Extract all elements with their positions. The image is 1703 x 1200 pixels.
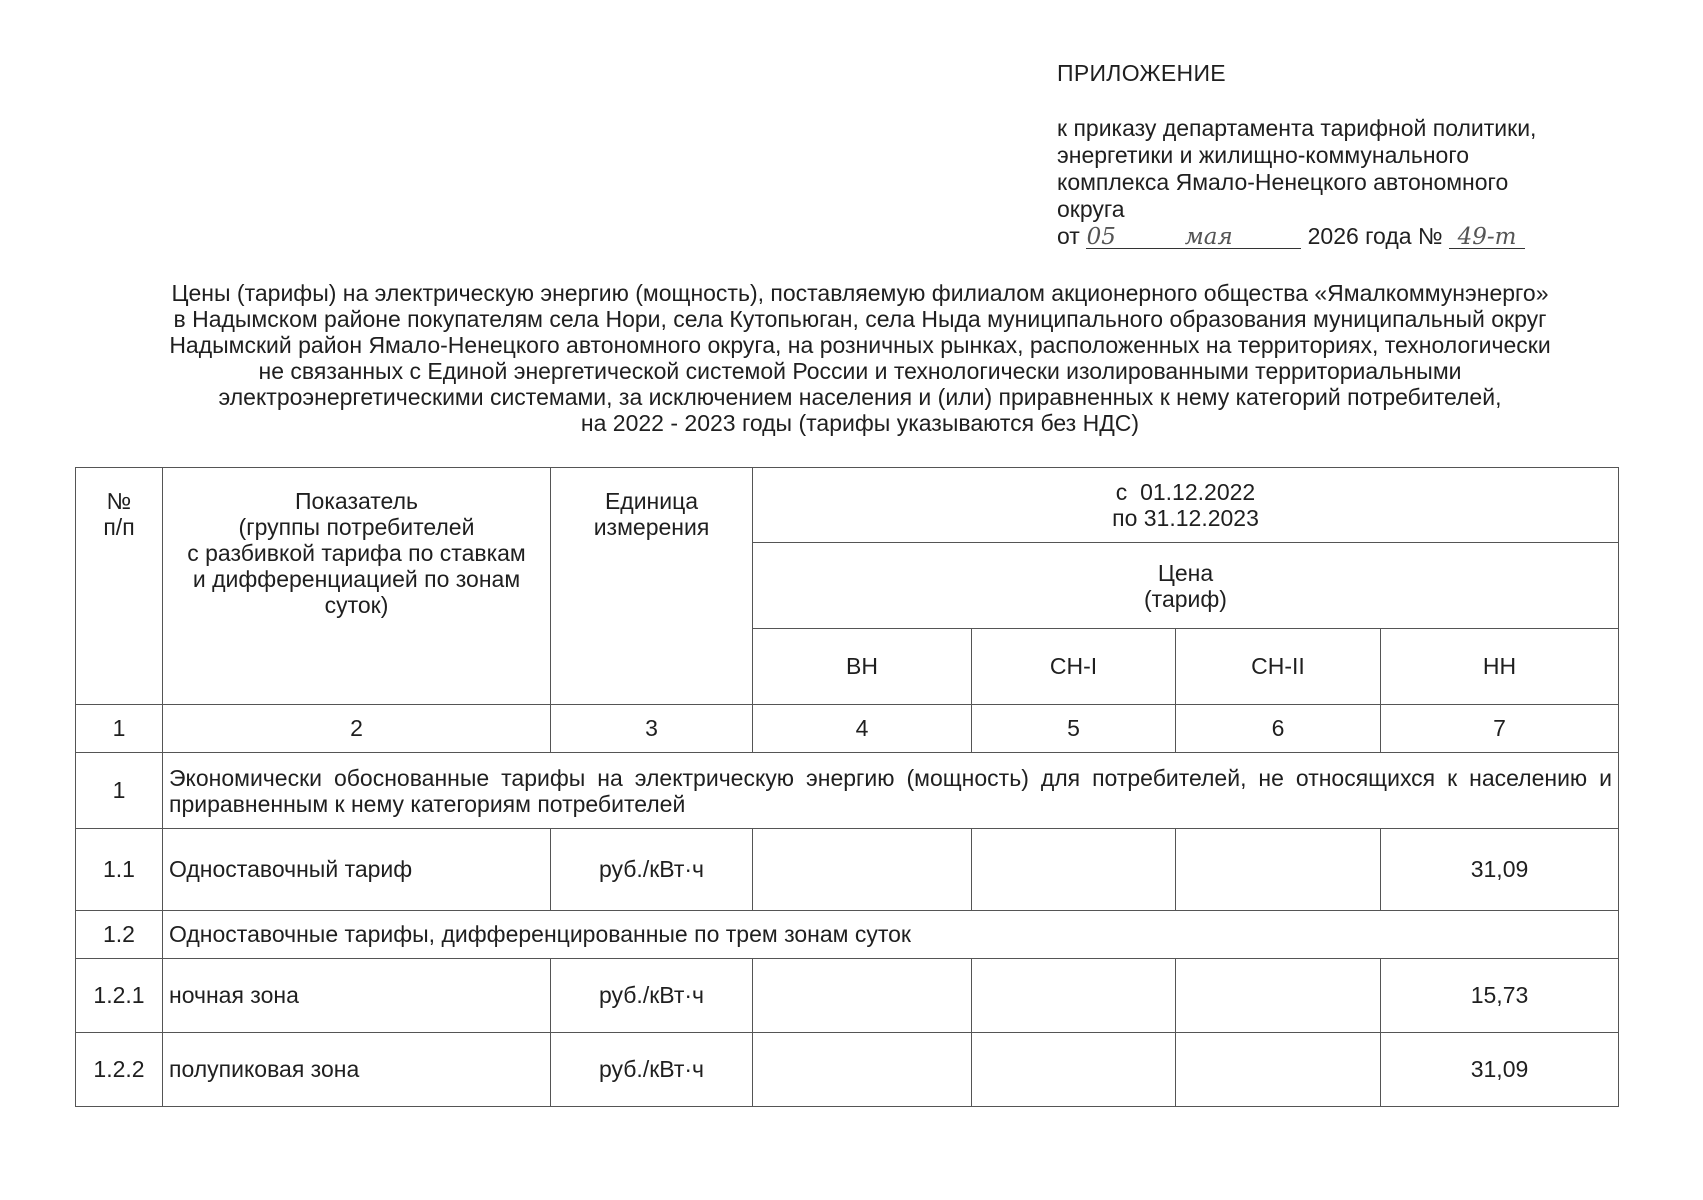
row-number: 1 [76,753,163,829]
title-line: не связанных с Единой энергетической системой России и технологически изолированными территориальными [258,358,1462,384]
appendix-title: ПРИЛОЖЕНИЕ [1057,60,1226,86]
cell-sn2 [1176,959,1381,1033]
appendix-line: к приказу департамента тарифной политики, [1057,115,1537,141]
appendix-line: округа [1057,196,1125,222]
table-row [76,829,1619,911]
column-number: 4 [753,705,972,753]
column-number: 5 [972,705,1176,753]
column-number: 1 [76,705,163,753]
column-number: 6 [1176,705,1381,753]
order-month-handwritten: мая [1116,226,1301,249]
title-line: Надымский район Ямало-Ненецкого автономного округа, на розничных рынках, расположенных на территориях, технологически [169,332,1551,358]
order-year-text: 2026 года № [1307,223,1443,249]
row-name: полупиковая зона [163,1033,551,1107]
title-line: Цены (тарифы) на электрическую энергию (мощность), поставляемую филиалом акционерного общества «Ямалкоммунэнерго» [171,280,1549,306]
cell-sn2 [1176,1033,1381,1107]
cell-sn1 [972,1033,1176,1107]
table-row [76,753,1619,829]
header-unit: Единица измерения [551,468,753,705]
header-period: с 01.12.2022 по 31.12.2023 [753,468,1619,543]
cell-vn [753,1033,972,1107]
header-level-sn2: СН-II [1176,629,1381,705]
cell-sn1 [972,959,1176,1033]
row-unit: руб./кВт·ч [551,1033,753,1107]
section-title: Экономически обоснованные тарифы на электрическую энергию (мощность) для потребителей, не относящихся к населению и приравненным к нему категориям потребителей [163,753,1619,829]
column-number: 2 [163,705,551,753]
table-row [76,911,1619,959]
table-row [76,1033,1619,1107]
row-unit: руб./кВт·ч [551,829,753,911]
table-row [76,959,1619,1033]
header-num: № п/п [76,468,163,705]
section-title: Одноставочные тарифы, дифференцированные по трем зонам суток [163,911,1619,959]
cell-nn: 31,09 [1381,829,1619,911]
tariff-table [75,467,1619,1107]
appendix-block [1057,60,1617,250]
header-level-vn: ВН [753,629,972,705]
row-number: 1.2.1 [76,959,163,1033]
cell-vn [753,829,972,911]
appendix-line: энергетики и жилищно-коммунального [1057,142,1469,168]
column-number-row [76,705,1619,753]
header-price: Цена (тариф) [753,543,1619,629]
title-line: в Надымском районе покупателям села Нори, села Кутопьюган, села Ныда муниципального образования муниципальный округ [173,306,1547,332]
cell-nn: 15,73 [1381,959,1619,1033]
column-number: 7 [1381,705,1619,753]
cell-sn1 [972,829,1176,911]
header-level-nn: НН [1381,629,1619,705]
row-number: 1.2.2 [76,1033,163,1107]
title-line: электроэнергетическими системами, за исключением населения и (или) приравненных к нему категорий потребителей, [218,384,1502,410]
order-day-handwritten: 05 [1086,224,1116,250]
row-name: ночная зона [163,959,551,1033]
document-title [60,280,1660,436]
row-number: 1.1 [76,829,163,911]
title-line: на 2022 - 2023 годы (тарифы указываются без НДС) [580,410,1140,436]
row-unit: руб./кВт·ч [551,959,753,1033]
row-name: Одноставочный тариф [163,829,551,911]
order-number-handwritten: 49-т [1449,226,1525,249]
header-indicator: Показатель (группы потребителей с разбивкой тарифа по ставкам и дифференциацией по зонам суток) [163,468,551,705]
cell-vn [753,959,972,1033]
column-number: 3 [551,705,753,753]
row-number: 1.2 [76,911,163,959]
order-prefix: от [1057,223,1080,249]
order-date-line [1057,223,1617,250]
cell-nn: 31,09 [1381,1033,1619,1107]
header-level-sn1: СН-I [972,629,1176,705]
appendix-line: комплекса Ямало-Ненецкого автономного [1057,169,1509,195]
cell-sn2 [1176,829,1381,911]
